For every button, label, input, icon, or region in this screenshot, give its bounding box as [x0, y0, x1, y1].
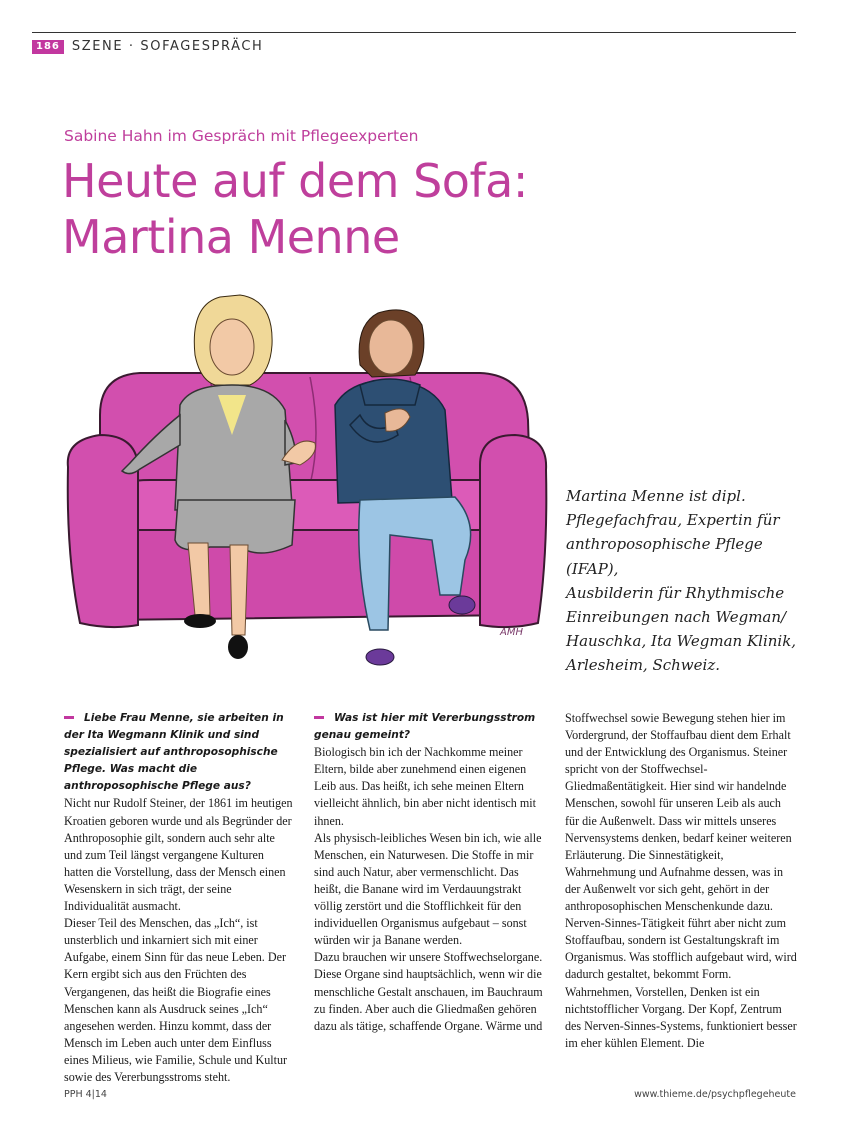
paragraph: Nicht nur Rudolf Steiner, der 1861 im heutigen Kroatien geboren wurde und als Begründer der Anthroposophie gilt, sondern auch sehr alte und zum Teil längst vergangene Kulturen hatten die Vorstellung, dass der Mensch einen Wesenskern in sich trägt, der seine Individualität ausmacht.	[64, 796, 293, 914]
paragraph: Stoffwechsel sowie Bewegung stehen hier im Vordergrund, der Stoffaufbau dient dem Erhalt und der Entwicklung des Organismus. Steiner spricht von der Stoffwechsel-Gliedmaßentätigkeit. Hier sind wir handelnde Menschen, sowohl für unseren Leib als auch für die Außenwelt. Dass wir mittels unseres Nervensystems denken, bedarf keiner weiteren Erläuterung. Die Sinnestätigkeit, Wahrnehmung und Aufnahme dessen, was in der Außenwelt vor sich geht, gehört in der anthroposophischen Menschenkunde dazu. Nerven-Sinnes-Tätigkeit führt aber nicht zum Stoffaufbau, sondern ist Gestaltungskraft im Organismus. Was stofflich aufgebaut wird, wird dadurch gestaltet, bekommt Form. Wahrnehmen, Vorstellen, Denken ist ein nichtstofflicher Vorgang. Der Kopf, Zentrum des Nerven-Sinnes-Systems, funktioniert besser im eher kühlen Element. Die	[565, 711, 797, 1050]
question-marker	[314, 716, 324, 719]
caption-line: Hauschka, Ita Wegman Klinik,	[566, 632, 797, 651]
interview-question	[64, 710, 296, 795]
caption-line: Pflegefachfrau, Expertin für	[566, 511, 780, 530]
article-kicker: Sabine Hahn im Gespräch mit Pflegeexperten	[64, 127, 419, 145]
artist-signature-mark: AMH	[500, 627, 523, 638]
sofa-right-armrest	[480, 435, 546, 627]
paragraph: Dieser Teil des Menschen, das „Ich“, ist unsterblich und inkarniert sich mit einer Aufgabe, einem Sinn für das neue Leben. Der Kern ergibt sich aus den Früchten des Vergangenen, das heißt die Biografie eines Menschen kann als Ausdruck seines „Ich“ angesehen werden. Hinzu kommt, dass der Mensch im Leben auch unter dem Einfluss eines Milieus, wie Familie, Schule und Kultur sowie des Vererbungsstroms steht.	[64, 916, 288, 1084]
paragraph: Dazu brauchen wir unsere Stoffwechselorgane. Diese Organe sind hauptsächlich, wenn wir die menschliche Gestalt anschauen, im Bauchraum zu finden. Aber auch die Gliedmaßen gehören dazu als tätige, schaffende Organe. Wärme und	[314, 950, 543, 1033]
title-line-2: Martina Menne	[62, 210, 400, 264]
caption-line: Arlesheim, Schweiz.	[566, 656, 720, 675]
text-column-2	[314, 710, 546, 1035]
paragraph: Als physisch-leibliches Wesen bin ich, wie alle Menschen, ein Naturwesen. Die Stoffe in mir sind auch Natur, aber vermenschlicht. Das heißt, die Banane wird im Verdauungstrakt völlig zerstört und die Stofflichkeit für den individuellen Organismus aufgebaut – sonst würden wir ja Banane werden.	[314, 830, 542, 948]
question-marker	[64, 716, 74, 719]
question-text: Was ist hier mit Vererbungsstrom genau gemeint?	[314, 712, 536, 742]
article-title	[62, 153, 528, 265]
question-text: Liebe Frau Menne, sie arbeiten in der Ita Wegmann Klinik und sind spezialisiert auf anthroposophische Pflege. Was macht die anthroposophische Pflege aus?	[64, 712, 284, 793]
caption-line: Ausbilderin für Rhythmische	[566, 583, 785, 602]
interview-question	[314, 710, 546, 744]
sofa-illustration	[60, 285, 555, 680]
title-line-1: Heute auf dem Sofa:	[62, 154, 528, 208]
paragraph: Biologisch bin ich der Nachkomme meiner Eltern, bilde aber zunehmend einen eigenen Leib aus. Das heißt, ich sehe meinen Eltern vielleicht ähnlich, bin aber nicht identisch mit ihnen.	[314, 745, 536, 828]
footer-url[interactable]: www.thieme.de/psychpflegeheute	[634, 1089, 796, 1100]
top-rule	[32, 32, 796, 33]
page-number-badge: 186	[32, 40, 64, 54]
caption-line: anthroposophische Pflege (IFAP),	[566, 535, 763, 578]
sofa-left-armrest	[68, 435, 138, 627]
caption-line: Martina Menne ist dipl.	[566, 487, 746, 505]
text-column-1	[64, 710, 296, 1086]
caption-line: Einreibungen nach Wegman/	[566, 608, 787, 627]
portrait-caption	[566, 484, 806, 678]
section-label: SZENE · SOFAGESPRÄCH	[71, 39, 264, 54]
text-column-3	[565, 710, 797, 1052]
running-header	[32, 39, 263, 54]
footer-issue: PPH 4|14	[64, 1089, 107, 1100]
